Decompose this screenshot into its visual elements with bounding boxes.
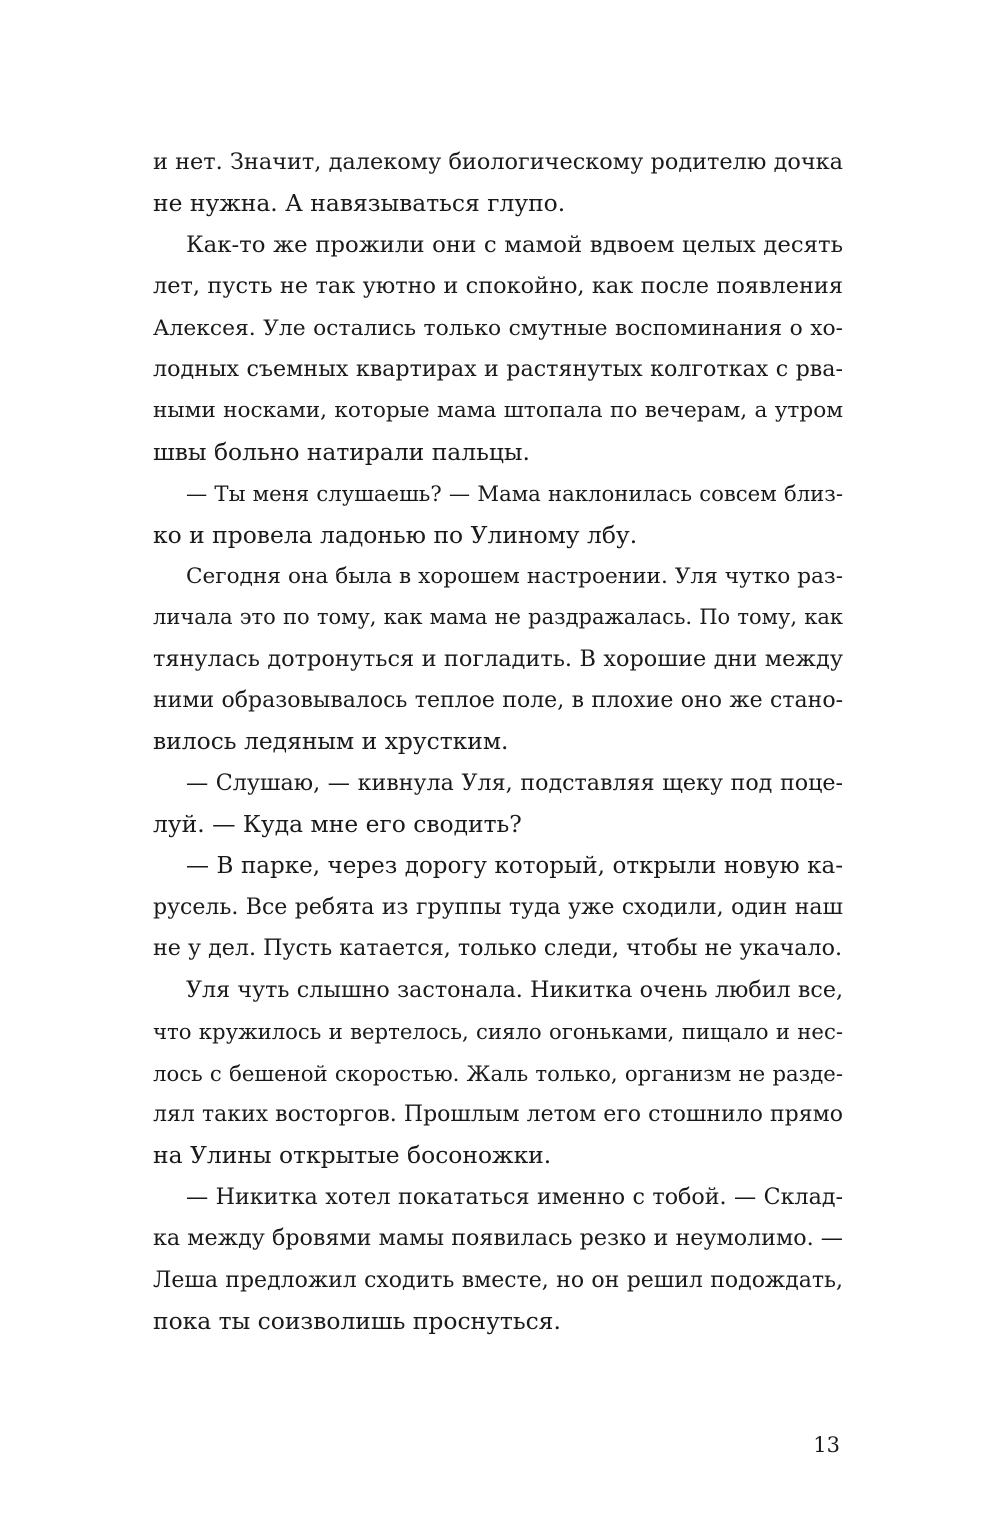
text-line: Сегодня она была в хорошем настроении. Уля чутко раз- <box>186 563 843 589</box>
text-line: русель. Все ребята из группы туда уже сходили, один наш <box>153 895 843 921</box>
text-line: швы больно натирали пальцы. <box>153 437 530 466</box>
text-line: лодных съемных квартирах и растянутых колготках с рва- <box>153 355 843 382</box>
text-line: ко и провела ладонью по Улиному лбу. <box>153 520 638 549</box>
text-line: ними образовывалось теплое поле, в плохие оно же стано- <box>153 688 843 714</box>
text-line: ными носками, которые мама штопала по вечерам, а утром <box>153 398 843 424</box>
text-line: не у дел. Пусть катается, только следи, чтобы не укачало. <box>153 935 843 962</box>
text-line: Алексея. Уле остались только смутные воспоминания о хо- <box>153 315 843 341</box>
text-line: луй. — Куда мне его сводить? <box>153 810 522 839</box>
text-line: на Улины открытые босоножки. <box>153 1141 552 1170</box>
text-line: Уля чуть слышно застонала. Никитка очень любил все, <box>186 976 843 1003</box>
text-line: и нет. Значит, далекому биологическому родителю дочка <box>153 149 843 175</box>
text-line: тянулась дотронуться и погладить. В хорошие дни между <box>153 645 843 672</box>
text-line: не нужна. А навязываться глупо. <box>153 189 566 218</box>
text-line: лет, пусть не так уютно и спокойно, как после появления <box>153 273 843 300</box>
text-line: лял таких восторгов. Прошлым летом его стошнило прямо <box>153 1101 843 1127</box>
text-line: — Никитка хотел покататься именно с тобой. — Склад- <box>186 1183 843 1210</box>
text-line: — Слушаю, — кивнула Уля, подставляя щеку под поце- <box>186 769 843 796</box>
text-line: Как-то же прожили они с мамой вдвоем целых десять <box>186 231 843 258</box>
text-line: — В парке, через дорогу который, открыли новую ка- <box>186 852 843 879</box>
text-line: пока ты соизволишь проснуться. <box>153 1306 561 1335</box>
text-line: ка между бровями мамы появилась резко и неумолимо. — <box>153 1225 843 1252</box>
text-line: личала это по тому, как мама не раздражалась. По тому, как <box>153 605 843 630</box>
text-line: что кружилось и вертелось, сияло огоньками, пищало и нес- <box>153 1019 843 1045</box>
text-line: вилось ледяным и хрустким. <box>153 727 509 756</box>
text-line: Леша предложил сходить вместе, но он решил подождать, <box>153 1267 843 1293</box>
body-text <box>153 142 843 1342</box>
page-number: 13 <box>813 1433 840 1457</box>
text-line: лось с бешеной скоростью. Жаль только, организм не разде- <box>153 1060 843 1086</box>
text-line: — Ты меня слушаешь? — Мама наклонилась совсем близ- <box>186 481 843 507</box>
